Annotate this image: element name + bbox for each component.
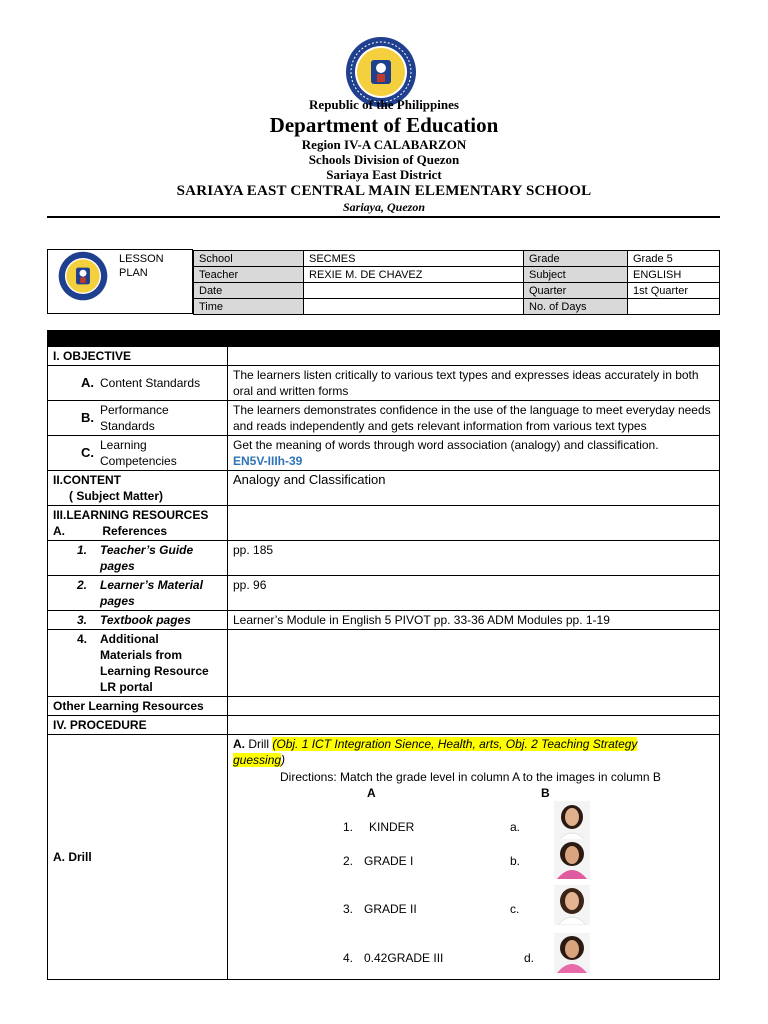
add-line2: Materials from (100, 648, 183, 662)
content-standards-text: The learners listen critically to various text types and expresses ideas accurately in both oral and written forms (228, 366, 720, 401)
header-republic: Republic of the Philippines (309, 97, 459, 112)
competencies-label: Learning (100, 438, 147, 452)
info-key: Date (194, 283, 304, 299)
table-row (48, 576, 720, 611)
item-letter: a. (510, 820, 521, 834)
lesson-plan-label-2: PLAN (119, 267, 148, 279)
table-row (48, 697, 720, 716)
add-line3: Learning Resource (100, 664, 209, 678)
info-key: No. of Days (524, 299, 628, 315)
item-num: 2. (343, 854, 354, 868)
drill-note: (Obj. 1 ICT Integration Sience, Health, arts, Obj. 2 Teaching Strategy (272, 737, 638, 751)
performance-standards-letter: B. (81, 410, 94, 425)
item-letter: b. (510, 854, 521, 868)
item-letter: c. (510, 902, 520, 916)
info-value: ENGLISH (628, 267, 720, 283)
teacher-photo-c (554, 885, 590, 925)
table-header-bar (48, 331, 720, 347)
table-row (48, 366, 720, 401)
header-district: Sariaya East District (326, 167, 442, 182)
deped-mini-seal-icon (58, 251, 108, 301)
tg-label-2: pages (100, 559, 135, 573)
lm-label: Learner’s Material (100, 578, 203, 592)
table-row (48, 347, 720, 366)
drill-left-label: A. Drill (48, 735, 228, 980)
content-subheading: ( Subject Matter) (69, 489, 164, 503)
table-row (48, 735, 720, 980)
content-standards-label: Content Standards (100, 376, 201, 390)
content-text: Analogy and Classification (228, 471, 720, 506)
objective-heading: I. OBJECTIVE (48, 347, 228, 366)
competencies-letter: C. (81, 445, 94, 460)
item-num: 1. (343, 820, 354, 834)
lesson-table (47, 330, 720, 980)
tb-value: Learner’s Module in English 5 PIVOT pp. 33-36 ADM Modules pp. 1-19 (228, 611, 720, 630)
table-row (48, 436, 720, 471)
table-row (48, 401, 720, 436)
header-division: Schools Division of Quezon (308, 152, 460, 167)
tb-label: Textbook pages (100, 613, 191, 627)
add-num: 4. (77, 632, 88, 646)
info-key: Quarter (524, 283, 628, 299)
info-row (194, 299, 720, 315)
header-region: Region IV-A CALABARZON (301, 137, 467, 152)
info-key: Grade (524, 251, 628, 267)
info-row (194, 251, 720, 267)
performance-standards-label-2: Standards (100, 419, 155, 433)
table-row (48, 506, 720, 541)
drill-note-close: ) (281, 753, 286, 767)
item-letter: d. (524, 951, 535, 965)
info-key: Teacher (194, 267, 304, 283)
performance-standards-label: Performance (100, 403, 169, 417)
resources-heading: III.LEARNING RESOURCES (53, 508, 209, 522)
header-location: Sariaya, Quezon (342, 200, 425, 214)
tg-value: pp. 185 (228, 541, 720, 576)
item-text: KINDER (369, 820, 415, 834)
tb-num: 3. (77, 613, 88, 627)
teacher-photo-a (554, 801, 590, 841)
info-value: REXIE M. DE CHAVEZ (304, 267, 524, 283)
procedure-heading: IV. PROCEDURE (48, 716, 228, 735)
header-department: Department of Education (269, 113, 499, 137)
info-row (194, 267, 720, 283)
lm-num: 2. (77, 578, 88, 592)
table-row (48, 630, 720, 697)
lesson-plan-label-1: LESSON (119, 253, 164, 265)
content-heading: II.CONTENT (53, 473, 121, 487)
add-line4: LR portal (100, 680, 153, 694)
tg-num: 1. (77, 543, 88, 557)
drill-letter: A. (233, 737, 245, 751)
column-b-label: B (541, 786, 550, 800)
add-line1: Additional (100, 632, 159, 646)
info-value (628, 299, 720, 315)
other-resources: Other Learning Resources (48, 697, 228, 716)
info-value: SECMES (304, 251, 524, 267)
lesson-info-table (193, 250, 720, 315)
competencies-text: Get the meaning of words through word association (analogy) and classification. (233, 438, 659, 452)
info-key: Time (194, 299, 304, 315)
teacher-photo-d (554, 933, 590, 973)
item-num: 3. (343, 902, 354, 916)
item-text: GRADE II (364, 902, 417, 916)
teacher-photo-b (554, 839, 590, 879)
drill-note-2: guessing (233, 753, 282, 767)
item-text: 0.42GRADE III (364, 951, 444, 965)
header-divider (47, 216, 720, 218)
header-school: SARIAYA EAST CENTRAL MAIN ELEMENTARY SCHOOL (176, 183, 592, 199)
item-num: 4. (343, 951, 354, 965)
info-key: Subject (524, 267, 628, 283)
lm-label-2: pages (100, 594, 135, 608)
drill-cell (228, 735, 720, 980)
table-row (48, 471, 720, 506)
info-value: Grade 5 (628, 251, 720, 267)
info-row (194, 283, 720, 299)
column-a-label: A (367, 786, 376, 800)
item-text: GRADE I (364, 854, 414, 868)
table-row (48, 716, 720, 735)
references-letter: A. (53, 524, 65, 538)
competencies-label-2: Competencies (100, 454, 177, 468)
references-label: References (102, 524, 168, 538)
drill-title: Drill (248, 737, 270, 751)
table-row (48, 541, 720, 576)
lesson-plan-box (47, 249, 193, 314)
content-standards-letter: A. (81, 375, 94, 390)
performance-standards-text: The learners demonstrates confidence in the use of the language to meet everyday needs and reads independently and gets relevant information from various text types (228, 401, 720, 436)
info-value (304, 283, 524, 299)
info-value: 1st Quarter (628, 283, 720, 299)
competency-code: EN5V-IIIh-39 (233, 454, 303, 468)
tg-label: Teacher’s Guide (100, 543, 194, 557)
info-key: School (194, 251, 304, 267)
table-row (48, 611, 720, 630)
drill-directions: Directions: Match the grade level in column A to the images in column B (280, 770, 661, 784)
info-value (304, 299, 524, 315)
lm-value: pp. 96 (228, 576, 720, 611)
